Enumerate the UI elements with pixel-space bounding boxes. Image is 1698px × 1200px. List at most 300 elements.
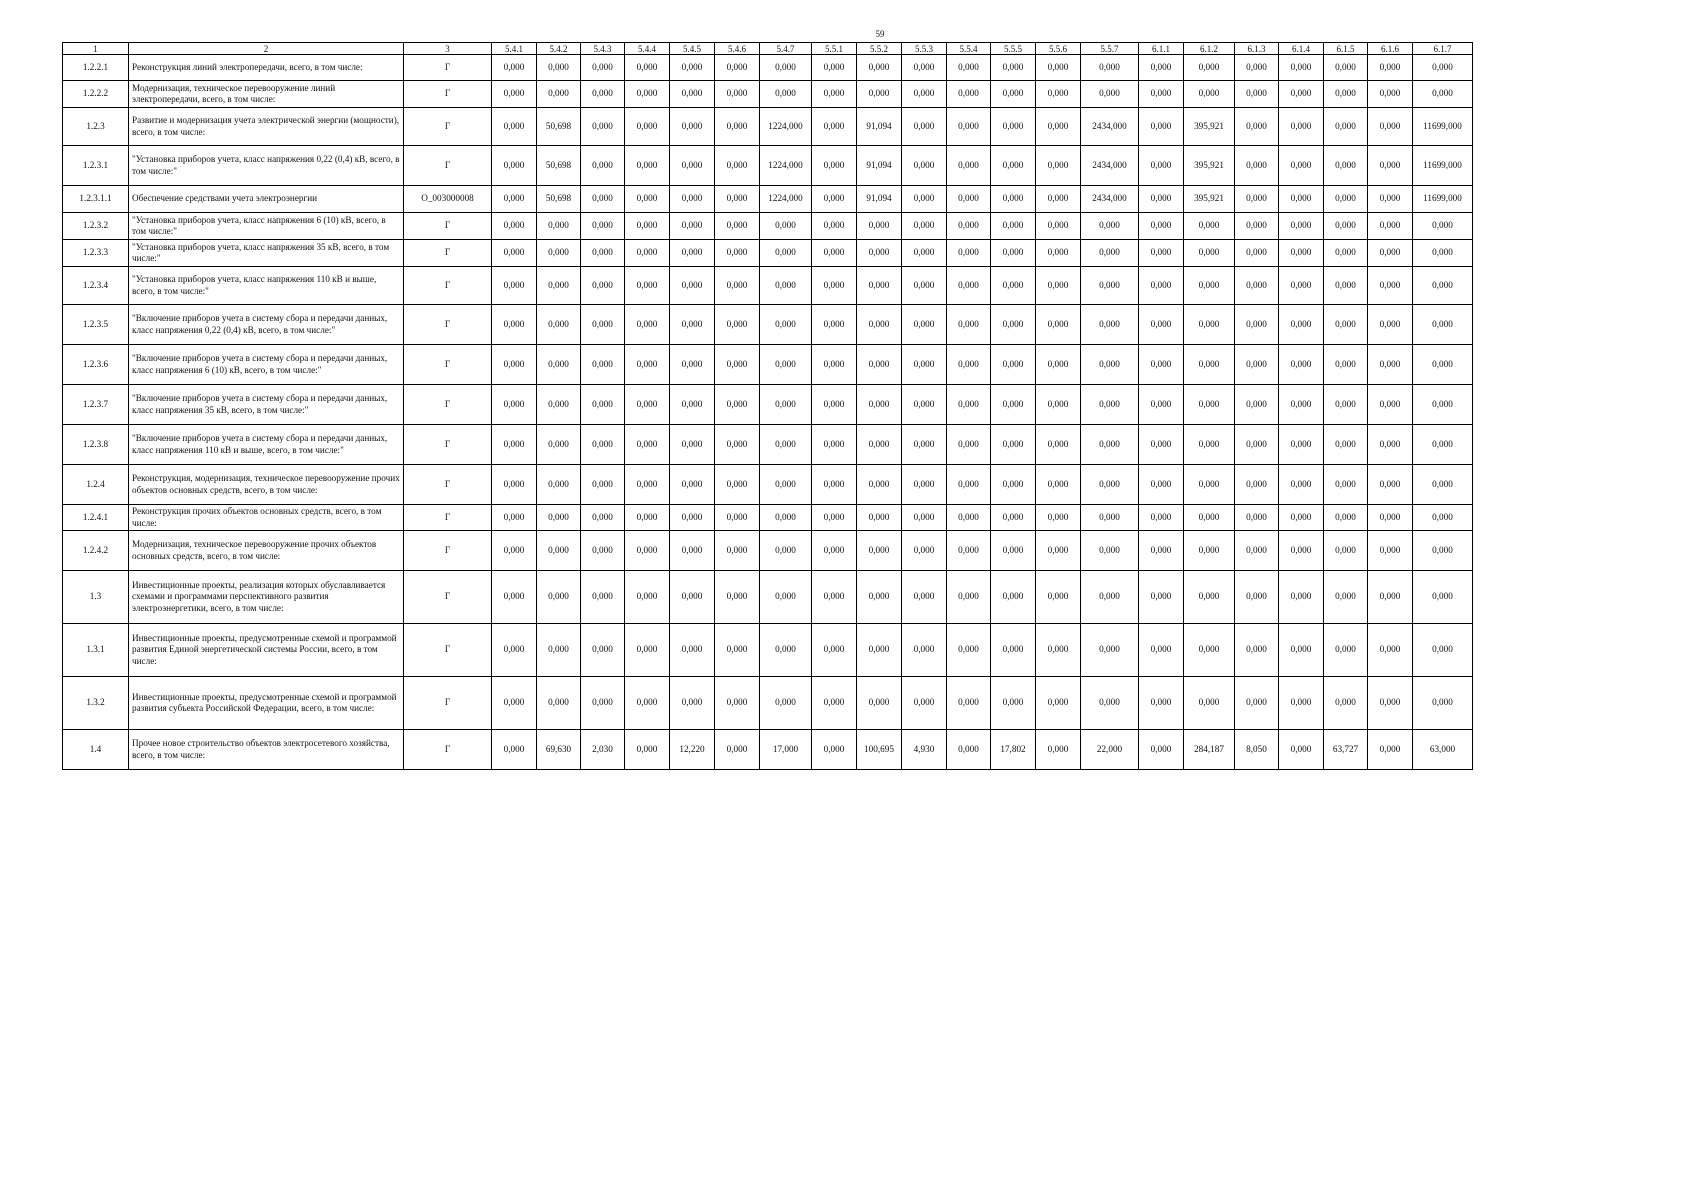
value-cell: 0,000 [947,385,991,425]
value-cell: 0,000 [670,531,715,571]
value-cell: 0,000 [1324,385,1368,425]
column-number-header: 5.4.4 [625,43,670,55]
row-id-cell: 1.3.2 [63,677,129,730]
value-cell: 0,000 [1139,81,1184,108]
value-cell: 0,000 [902,186,947,213]
value-cell: 0,000 [670,677,715,730]
value-cell: 0,000 [1279,425,1324,465]
value-cell: 0,000 [812,305,857,345]
value-cell: 0,000 [1324,345,1368,385]
row-code-cell: Г [404,267,492,305]
row-name-cell: Развитие и модернизация учета электрической энергии (мощности), всего, в том числе: [129,108,404,146]
value-cell: 0,000 [492,305,537,345]
row-name-cell: "Установка приборов учета, класс напряжения 35 кВ, всего, в том числе:" [129,240,404,267]
value-cell: 395,921 [1184,186,1235,213]
value-cell: 0,000 [492,81,537,108]
value-cell: 0,000 [1235,505,1279,531]
value-cell: 0,000 [991,385,1036,425]
value-cell: 0,000 [1368,146,1413,186]
row-id-cell: 1.2.4.1 [63,505,129,531]
row-code-cell: Г [404,465,492,505]
value-cell: 0,000 [492,240,537,267]
value-cell: 0,000 [625,146,670,186]
value-cell: 0,000 [991,108,1036,146]
value-cell: 0,000 [670,267,715,305]
value-cell: 0,000 [581,345,625,385]
column-number-row [63,43,1473,55]
value-cell: 0,000 [760,345,812,385]
value-cell: 0,000 [1368,81,1413,108]
value-cell: 0,000 [715,624,760,677]
value-cell: 0,000 [991,624,1036,677]
value-cell: 0,000 [1235,677,1279,730]
value-cell: 0,000 [670,345,715,385]
value-cell: 0,000 [1413,213,1473,240]
value-cell: 0,000 [581,677,625,730]
row-name-cell: Реконструкция прочих объектов основных средств, всего, в том числе: [129,505,404,531]
value-cell: 0,000 [902,677,947,730]
value-cell: 0,000 [1413,677,1473,730]
value-cell: 0,000 [715,345,760,385]
value-cell: 0,000 [581,531,625,571]
value-cell: 0,000 [1279,146,1324,186]
value-cell: 0,000 [991,305,1036,345]
column-number-header: 5.5.7 [1081,43,1139,55]
value-cell: 0,000 [537,345,581,385]
value-cell: 22,000 [1081,730,1139,770]
value-cell: 0,000 [991,425,1036,465]
value-cell: 0,000 [1413,571,1473,624]
value-cell: 0,000 [902,571,947,624]
value-cell: 12,220 [670,730,715,770]
value-cell: 0,000 [812,108,857,146]
value-cell: 0,000 [947,267,991,305]
value-cell: 0,000 [537,531,581,571]
value-cell: 0,000 [1368,425,1413,465]
value-cell: 0,000 [670,505,715,531]
row-name-cell: Инвестиционные проекты, предусмотренные схемой и программой развития Единой энергетической системы России, всего, в том числе: [129,624,404,677]
value-cell: 0,000 [1368,505,1413,531]
value-cell: 0,000 [625,624,670,677]
value-cell: 0,000 [492,385,537,425]
value-cell: 0,000 [492,531,537,571]
value-cell: 0,000 [902,531,947,571]
value-cell: 0,000 [1368,267,1413,305]
value-cell: 0,000 [625,267,670,305]
value-cell: 0,000 [1368,305,1413,345]
column-number-header: 5.5.6 [1036,43,1081,55]
row-name-cell: Обеспечение средствами учета электроэнергии [129,186,404,213]
value-cell: 0,000 [947,55,991,81]
value-cell: 0,000 [537,385,581,425]
column-number-header: 5.5.2 [857,43,902,55]
value-cell: 0,000 [625,531,670,571]
value-cell: 0,000 [670,240,715,267]
value-cell: 0,000 [1368,730,1413,770]
row-code-cell: Г [404,730,492,770]
value-cell: 0,000 [1139,531,1184,571]
value-cell: 0,000 [1279,55,1324,81]
value-cell: 0,000 [581,240,625,267]
value-cell: 0,000 [1081,425,1139,465]
value-cell: 0,000 [537,425,581,465]
value-cell: 0,000 [991,267,1036,305]
value-cell: 0,000 [670,624,715,677]
row-id-cell: 1.2.3.1.1 [63,186,129,213]
value-cell: 0,000 [1235,571,1279,624]
value-cell: 0,000 [947,240,991,267]
value-cell: 0,000 [1413,624,1473,677]
value-cell: 0,000 [1036,213,1081,240]
value-cell: 0,000 [492,267,537,305]
value-cell: 0,000 [1139,505,1184,531]
value-cell: 0,000 [670,81,715,108]
value-cell: 0,000 [625,345,670,385]
value-cell: 0,000 [812,186,857,213]
value-cell: 0,000 [581,108,625,146]
value-cell: 0,000 [492,571,537,624]
value-cell: 0,000 [1368,385,1413,425]
value-cell: 0,000 [581,267,625,305]
value-cell: 0,000 [715,267,760,305]
value-cell: 0,000 [670,146,715,186]
table-row [63,240,1473,267]
value-cell: 0,000 [857,81,902,108]
column-number-header: 5.4.3 [581,43,625,55]
value-cell: 0,000 [1036,624,1081,677]
value-cell: 0,000 [991,531,1036,571]
value-cell: 0,000 [670,108,715,146]
row-name-cell: Модернизация, техническое перевооружение линий электропередачи, всего, в том числе: [129,81,404,108]
table-row [63,345,1473,385]
value-cell: 0,000 [1184,385,1235,425]
value-cell: 0,000 [625,240,670,267]
value-cell: 0,000 [1184,677,1235,730]
value-cell: 0,000 [492,55,537,81]
value-cell: 91,094 [857,146,902,186]
value-cell: 0,000 [1139,108,1184,146]
table-row [63,55,1473,81]
row-code-cell: Г [404,213,492,240]
value-cell: 0,000 [812,213,857,240]
value-cell: 0,000 [857,531,902,571]
value-cell: 1224,000 [760,186,812,213]
value-cell: 0,000 [1184,81,1235,108]
value-cell: 0,000 [857,571,902,624]
value-cell: 0,000 [1235,465,1279,505]
row-id-cell: 1.2.2.2 [63,81,129,108]
value-cell: 0,000 [1036,305,1081,345]
value-cell: 4,930 [902,730,947,770]
value-cell: 0,000 [857,267,902,305]
value-cell: 0,000 [1324,624,1368,677]
value-cell: 0,000 [812,81,857,108]
value-cell: 0,000 [1279,240,1324,267]
value-cell: 284,187 [1184,730,1235,770]
value-cell: 0,000 [715,730,760,770]
row-id-cell: 1.2.4 [63,465,129,505]
row-id-cell: 1.2.3.3 [63,240,129,267]
value-cell: 0,000 [581,385,625,425]
value-cell: 0,000 [1279,213,1324,240]
value-cell: 11699,000 [1413,108,1473,146]
value-cell: 0,000 [537,81,581,108]
column-number-header: 5.5.3 [902,43,947,55]
value-cell: 0,000 [1036,146,1081,186]
value-cell: 0,000 [492,425,537,465]
value-cell: 0,000 [760,81,812,108]
value-cell: 0,000 [812,571,857,624]
value-cell: 0,000 [1235,305,1279,345]
row-code-cell: Г [404,55,492,81]
value-cell: 0,000 [715,213,760,240]
value-cell: 0,000 [1413,531,1473,571]
value-cell: 0,000 [492,108,537,146]
value-cell: 0,000 [1081,624,1139,677]
row-id-cell: 1.2.3.2 [63,213,129,240]
value-cell: 0,000 [1184,213,1235,240]
value-cell: 0,000 [1036,55,1081,81]
value-cell: 0,000 [857,505,902,531]
value-cell: 0,000 [1413,425,1473,465]
value-cell: 0,000 [1324,267,1368,305]
row-code-cell: O_003000008 [404,186,492,213]
value-cell: 0,000 [715,305,760,345]
value-cell: 0,000 [1279,730,1324,770]
value-cell: 0,000 [1368,531,1413,571]
value-cell: 0,000 [715,146,760,186]
value-cell: 0,000 [812,730,857,770]
value-cell: 0,000 [857,677,902,730]
value-cell: 17,802 [991,730,1036,770]
value-cell: 0,000 [1368,465,1413,505]
value-cell: 0,000 [760,531,812,571]
row-id-cell: 1.4 [63,730,129,770]
value-cell: 0,000 [1368,624,1413,677]
value-cell: 0,000 [812,55,857,81]
value-cell: 0,000 [902,305,947,345]
value-cell: 0,000 [1139,305,1184,345]
column-number-header: 5.4.2 [537,43,581,55]
value-cell: 0,000 [1081,240,1139,267]
value-cell: 0,000 [812,146,857,186]
row-name-cell: Инвестиционные проекты, реализация которых обуславливается схемами и программами перспективного развития электроэнергетики, всего, в том числе: [129,571,404,624]
value-cell: 0,000 [715,425,760,465]
page-number: 59 [875,29,885,39]
table-row [63,425,1473,465]
value-cell: 0,000 [760,385,812,425]
table-row [63,730,1473,770]
row-id-cell: 1.3.1 [63,624,129,677]
value-cell: 50,698 [537,186,581,213]
value-cell: 0,000 [537,624,581,677]
value-cell: 0,000 [581,81,625,108]
value-cell: 0,000 [1036,81,1081,108]
value-cell: 2434,000 [1081,146,1139,186]
value-cell: 0,000 [1081,385,1139,425]
row-name-cell: "Установка приборов учета, класс напряжения 110 кВ и выше, всего, в том числе:" [129,267,404,305]
value-cell: 0,000 [625,55,670,81]
value-cell: 0,000 [1324,505,1368,531]
value-cell: 0,000 [947,108,991,146]
row-id-cell: 1.2.3.4 [63,267,129,305]
value-cell: 0,000 [760,267,812,305]
value-cell: 0,000 [1368,55,1413,81]
row-id-cell: 1.2.3.1 [63,146,129,186]
value-cell: 0,000 [1139,345,1184,385]
value-cell: 0,000 [537,505,581,531]
row-name-cell: Инвестиционные проекты, предусмотренные схемой и программой развития субъекта Российской Федерации, всего, в том числе: [129,677,404,730]
row-id-cell: 1.2.2.1 [63,55,129,81]
value-cell: 0,000 [1413,240,1473,267]
table-row [63,531,1473,571]
row-code-cell: Г [404,425,492,465]
value-cell: 0,000 [760,425,812,465]
row-name-cell: "Установка приборов учета, класс напряжения 6 (10) кВ, всего, в том числе:" [129,213,404,240]
value-cell: 0,000 [902,240,947,267]
column-number-header: 6.1.7 [1413,43,1473,55]
value-cell: 1224,000 [760,146,812,186]
value-cell: 0,000 [812,385,857,425]
value-cell: 0,000 [1036,108,1081,146]
value-cell: 0,000 [1413,505,1473,531]
value-cell: 0,000 [715,55,760,81]
value-cell: 0,000 [581,305,625,345]
value-cell: 0,000 [1081,571,1139,624]
row-name-cell: Модернизация, техническое перевооружение прочих объектов основных средств, всего, в том числе: [129,531,404,571]
value-cell: 63,000 [1413,730,1473,770]
value-cell: 0,000 [1235,345,1279,385]
value-cell: 0,000 [947,505,991,531]
value-cell: 0,000 [625,305,670,345]
value-cell: 0,000 [1368,571,1413,624]
value-cell: 0,000 [625,108,670,146]
value-cell: 0,000 [902,505,947,531]
column-number-header: 5.5.5 [991,43,1036,55]
value-cell: 0,000 [1235,425,1279,465]
row-id-cell: 1.3 [63,571,129,624]
value-cell: 0,000 [1139,267,1184,305]
value-cell: 0,000 [1184,465,1235,505]
value-cell: 0,000 [1184,425,1235,465]
value-cell: 0,000 [947,81,991,108]
value-cell: 0,000 [947,624,991,677]
value-cell: 0,000 [760,465,812,505]
value-cell: 0,000 [1279,305,1324,345]
value-cell: 0,000 [991,505,1036,531]
value-cell: 0,000 [857,385,902,425]
value-cell: 0,000 [760,305,812,345]
value-cell: 0,000 [715,571,760,624]
value-cell: 0,000 [991,345,1036,385]
column-number-header: 2 [129,43,404,55]
value-cell: 0,000 [947,146,991,186]
value-cell: 0,000 [1324,108,1368,146]
value-cell: 0,000 [1413,305,1473,345]
column-number-header: 6.1.2 [1184,43,1235,55]
value-cell: 0,000 [492,677,537,730]
value-cell: 0,000 [1235,531,1279,571]
column-number-header: 6.1.6 [1368,43,1413,55]
value-cell: 0,000 [670,55,715,81]
value-cell: 0,000 [1235,146,1279,186]
row-code-cell: Г [404,385,492,425]
value-cell: 91,094 [857,186,902,213]
value-cell: 0,000 [1279,345,1324,385]
column-number-header: 6.1.3 [1235,43,1279,55]
value-cell: 0,000 [991,465,1036,505]
value-cell: 0,000 [991,213,1036,240]
value-cell: 0,000 [991,240,1036,267]
value-cell: 0,000 [812,465,857,505]
value-cell: 100,695 [857,730,902,770]
row-name-cell: Реконструкция линий электропередачи, всего, в том числе: [129,55,404,81]
value-cell: 395,921 [1184,108,1235,146]
value-cell: 0,000 [760,677,812,730]
row-code-cell: Г [404,677,492,730]
value-cell: 0,000 [1139,730,1184,770]
value-cell: 0,000 [991,677,1036,730]
table-row [63,571,1473,624]
value-cell: 0,000 [1235,267,1279,305]
investment-program-table [62,42,1473,770]
value-cell: 0,000 [581,186,625,213]
value-cell: 0,000 [581,624,625,677]
value-cell: 0,000 [581,213,625,240]
value-cell: 11699,000 [1413,186,1473,213]
value-cell: 0,000 [1413,385,1473,425]
value-cell: 0,000 [670,571,715,624]
value-cell: 0,000 [537,267,581,305]
value-cell: 0,000 [902,81,947,108]
value-cell: 1224,000 [760,108,812,146]
value-cell: 0,000 [1324,240,1368,267]
value-cell: 0,000 [1235,240,1279,267]
row-id-cell: 1.2.3.7 [63,385,129,425]
value-cell: 0,000 [715,677,760,730]
table-row [63,465,1473,505]
value-cell: 0,000 [537,571,581,624]
value-cell: 0,000 [812,345,857,385]
value-cell: 0,000 [1081,267,1139,305]
value-cell: 0,000 [715,81,760,108]
value-cell: 0,000 [1139,213,1184,240]
value-cell: 0,000 [1139,571,1184,624]
value-cell: 0,000 [1081,305,1139,345]
value-cell: 0,000 [947,186,991,213]
value-cell: 0,000 [492,345,537,385]
value-cell: 0,000 [492,730,537,770]
value-cell: 0,000 [1235,385,1279,425]
value-cell: 0,000 [857,425,902,465]
value-cell: 0,000 [902,213,947,240]
value-cell: 0,000 [1324,425,1368,465]
value-cell: 0,000 [1413,267,1473,305]
value-cell: 0,000 [1036,677,1081,730]
value-cell: 0,000 [1279,571,1324,624]
value-cell: 0,000 [857,240,902,267]
value-cell: 63,727 [1324,730,1368,770]
value-cell: 0,000 [1184,345,1235,385]
column-number-header: 5.4.5 [670,43,715,55]
value-cell: 0,000 [1324,186,1368,213]
value-cell: 0,000 [670,186,715,213]
value-cell: 0,000 [581,55,625,81]
value-cell: 0,000 [812,624,857,677]
value-cell: 395,921 [1184,146,1235,186]
row-id-cell: 1.2.3.5 [63,305,129,345]
row-name-cell: "Включение приборов учета в систему сбора и передачи данных, класс напряжения 6 (10) кВ, всего, в том числе:" [129,345,404,385]
